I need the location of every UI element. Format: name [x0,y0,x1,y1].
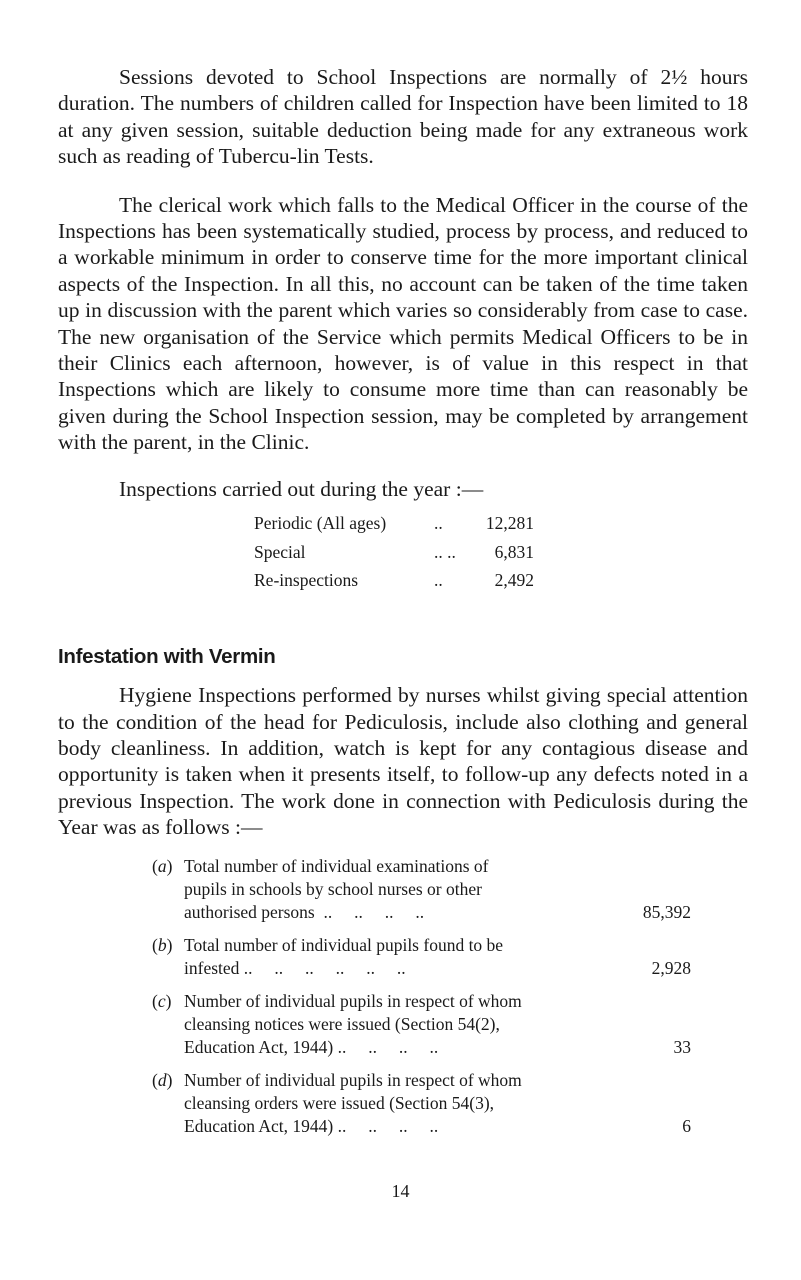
item-line: Number of individual pupils in respect of whom [184,1069,522,1090]
item-letter: c [157,990,166,1011]
list-item-d: (d) Number of individual pupils in respect of whom cleansing orders were issued (Section 54(3), Education Act, 1944) .. .. .. .. 6 [152,1069,691,1136]
item-line: pupils in schools by school nurses or other [184,878,482,899]
leader-dots: .. .. [434,541,456,562]
item-line: Education Act, 1944) [184,1115,334,1136]
stat-row-periodic [254,510,604,539]
stat-label: Re-inspections [254,570,359,591]
leader-dots: .. .. .. .. [314,901,425,922]
leader-dots: .. .. .. .. [333,1115,439,1136]
stat-value: 2,492 [494,570,534,591]
leader-dots: .. [434,513,443,534]
item-line: Total number of individual pupils found to be [184,934,504,955]
item-line: authorised persons [184,901,315,922]
item-line: infested [184,957,240,978]
stat-label: Special [254,541,306,562]
paragraph-clerical-work: The clerical work which falls to the Medical Officer in the course of the Inspections has been systematically studied, process by process, and reduced to a workable minimum in order to conserve time for the more important clinical aspects of the Inspection. In all this, no account can be taken of the time taken up in discussion with the parent which varies so considerably from case to case. The new organisation of the Service which permits Medical Officers to be in their Clinics each afternoon, however, is of value in this respect in that Inspections which are likely to consume more time than can reasonably be given during the School Inspection session, may be completed by arrangement with the parent, in the Clinic. [58,192,748,455]
paragraph-hygiene-inspections: Hygiene Inspections performed by nurses whilst giving special attention to the condition of the head for Pediculosis, include also clothing and general body cleanliness. In addition, watch is kept for any contagious disease and opportunity is taken when it presents itself, to follow-up any defects noted in a previous Inspection. The work done in connection with Pediculosis during the Year was as follows :— [58,683,748,840]
item-value: 2,928 [651,957,691,978]
list-item-c: (c) Number of individual pupils in respect of whom cleansing notices were issued (Section 54(2), Education Act, 1944) .. .. .. .. 33 [152,990,691,1057]
page-number: 14 [391,1181,410,1201]
list-item-b: (b) Total number of individual pupils found to be infested .. .. .. .. .. .. 2,928 [152,934,691,978]
stat-row-reinspections [254,567,604,596]
item-value: 33 [673,1036,691,1057]
item-line: Education Act, 1944) [184,1036,334,1057]
section-heading: Infestation with Vermin [58,645,276,669]
stat-row-special [254,538,604,567]
item-value: 6 [682,1115,691,1136]
stat-value: 12,281 [485,513,534,534]
document-page [58,64,748,1148]
leader-dots: .. .. .. .. [333,1036,439,1057]
pediculosis-list [152,855,691,1138]
item-line: cleansing notices were issued (Section 54(2), [184,1013,500,1034]
stat-label: Periodic (All ages) [254,513,387,534]
item-value: 85,392 [642,901,691,922]
item-line: Number of individual pupils in respect of whom [184,990,522,1011]
item-letter: a [157,855,167,876]
leader-dots: .. .. .. .. .. .. [239,957,406,978]
inspections-intro: Inspections carried out during the year :— [119,476,484,501]
item-letter: b [157,934,167,955]
item-line: Total number of individual examinations of [184,855,489,876]
stat-value: 6,831 [494,541,534,562]
leader-dots: .. [434,570,443,591]
item-line: cleansing orders were issued (Section 54(3), [184,1092,495,1113]
list-item-a: (a) Total number of individual examinations of pupils in schools by school nurses or other authorised persons .. .. .. .. 85,392 [152,855,691,922]
paragraph-session-duration: Sessions devoted to School Inspections are normally of 2½ hours duration. The numbers of children called for Inspection have been limited to 18 at any given session, suitable deduction being made for any extraneous work such as reading of Tubercu-lin Tests. [58,65,748,169]
inspections-table [254,510,604,596]
item-letter: d [157,1069,167,1090]
